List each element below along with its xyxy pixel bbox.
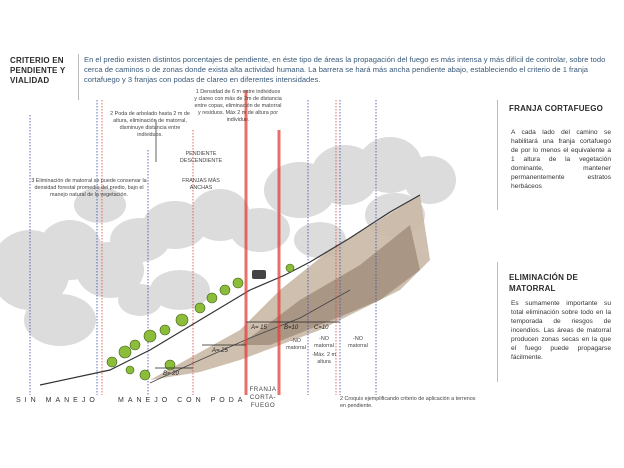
road-vehicle [252,270,266,279]
panel-franja-text: A cada lado del camino se habilitará una franja cortafuego de por lo menos el equivalente a 1 altura de la vegetación dominante, mantener permanentemente estratos herbáceos [511,129,611,190]
annotation-2: 2 Poda de arbolado hasta 2 m de altura, eliminación de matorral, disminuye distancia entre individuos. [110,111,190,138]
dimension-b10: B=10 [284,325,299,331]
dimension-c10: C=10 [314,325,329,331]
panel-eliminacion-title: ELIMINACIÓN DE MATORRAL [509,273,579,293]
dimension-b20: B= 20 [163,371,179,377]
slope-label: PENDIENTE DESCENDIENTE [179,151,223,164]
zone-franja-cortafuego: FRANJA CORTA-FUEGO [249,386,277,409]
panel-divider-1 [497,100,498,210]
header-title: CRITERIO EN PENDIENTE Y VIALIDAD [10,56,66,85]
dimension-a15: A= 15 [251,325,267,331]
figure-caption: 2 Croquis ejemplificando criterio de aplicación a terrenos en pendiente. [340,396,476,409]
dimension-a25: A= 25 [212,348,228,354]
panel-franja-title: FRANJA CORTAFUEGO [509,104,604,113]
annotation-3: 3 Eliminación de matorral se puede conservar la densidad forestal promedio del predio, bajo el manejo natural de la vegetación. [31,178,147,198]
no-matorral-note-2: -NO matorral [314,336,334,349]
no-matorral-note-3: -NO matorral [348,336,368,349]
panel-divider-2 [497,262,498,382]
annotation-1: 1 Densidad de 6 m entre individuos y clareo con más de 2m de distancia entre copas, eliminación de matorral y residuos. Máx 2 m de altura por individuo. [194,89,282,123]
max-height-note: -Máx. 2 m altura [312,352,336,365]
zone-sin-manejo: SIN MANEJO [16,397,99,404]
zone-manejo-poda: MANEJO CON PODA [118,397,247,404]
bands-label: FRANJAS MÁS ANCHAS [182,178,220,191]
panel-eliminacion-text: Es sumamente importante su total eliminación sobre todo en la temporada de riesgos de incendios. Las áreas de matorral producen zonas secas en la que el fuego puede propagarse fácilmente. [511,300,611,361]
no-matorral-note-1: -NO matorral [286,338,306,351]
header-description: En el predio existen distintos porcentajes de pendiente, en éste tipo de áreas la propagación del fuego es más intensa y más difícil de controlar, sobre todo cerca de caminos o de zonas donde exista alta actividad humana. La barrera se hará más ancha pendiente abajo, estableciendo el criterio de 1 franja cortafuego y 3 franjas con podas de clareo en diferentes intensidades. [84,55,606,84]
